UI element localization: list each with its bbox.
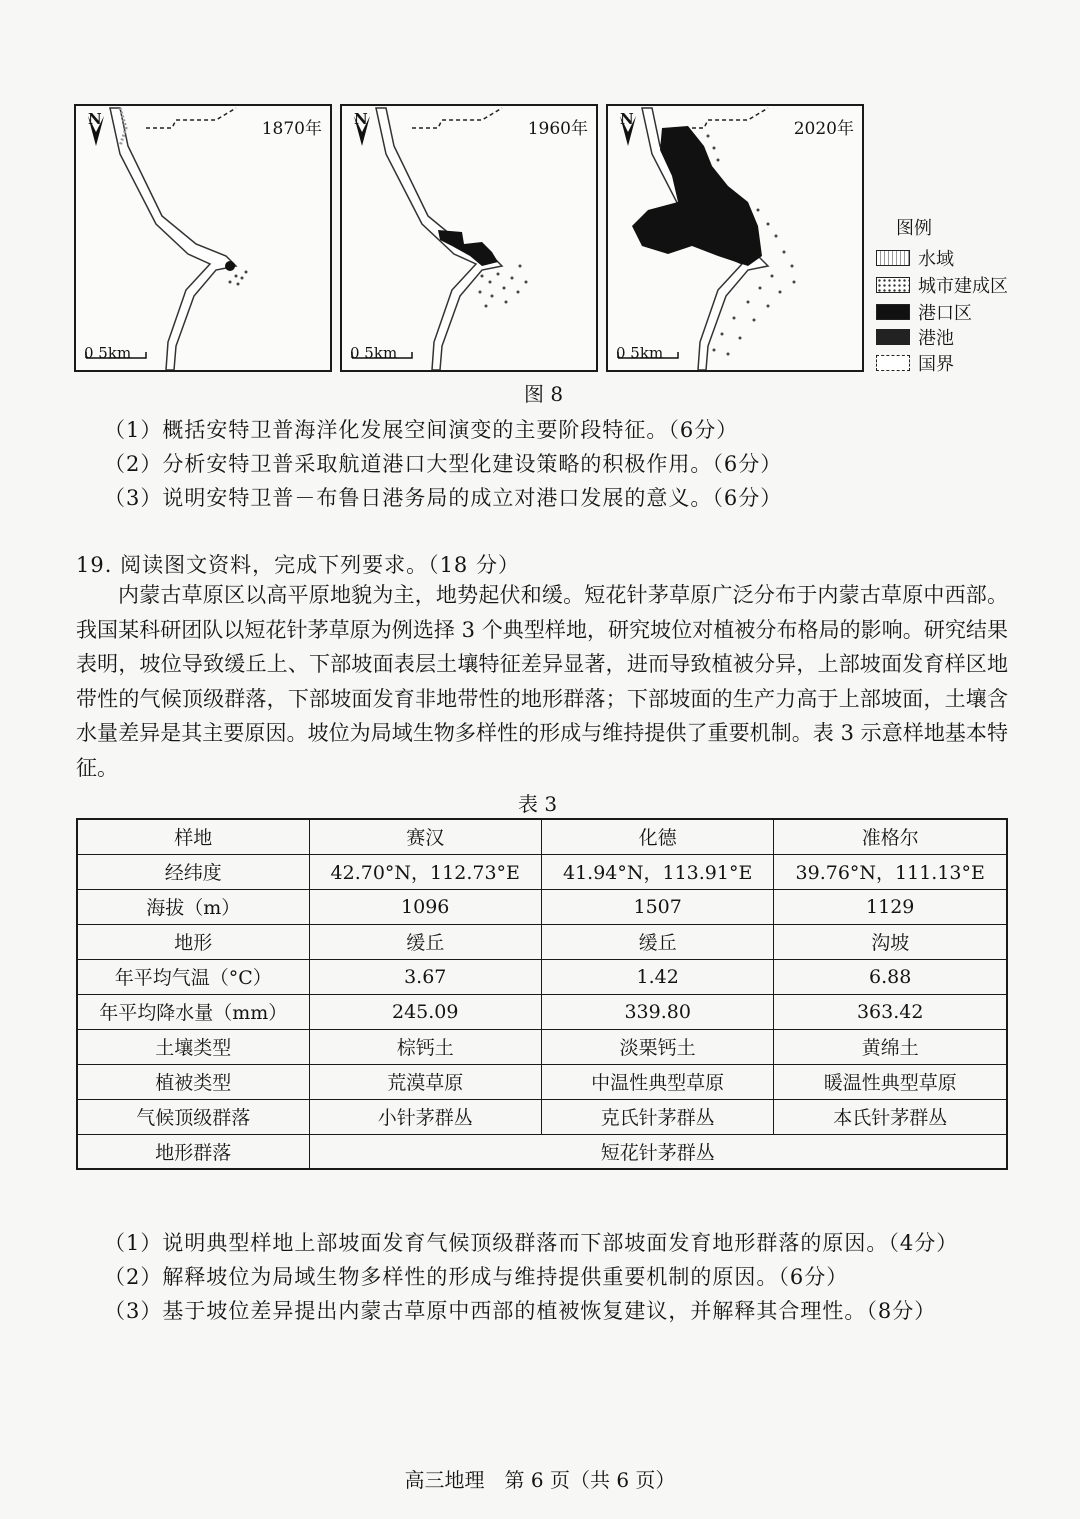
map-1870-drawing — [76, 106, 330, 370]
table-cell: 缓丘 — [541, 924, 773, 959]
table-cell: 经纬度 — [77, 854, 309, 889]
legend-label: 水域 — [918, 249, 954, 270]
table-cell: 39.76°N，111.13°E — [774, 854, 1007, 889]
table-row — [77, 1099, 1007, 1134]
map-1870 — [74, 104, 332, 372]
table-cell: 克氏针茅群丛 — [541, 1099, 773, 1134]
map-2020-drawing — [608, 106, 862, 370]
map-1960-drawing — [342, 106, 596, 370]
table-cell: 363.42 — [774, 994, 1007, 1029]
scale-label: 0 5km — [616, 344, 664, 362]
scale-label: 0 5km — [350, 344, 398, 362]
q19-paragraph: 内蒙古草原区以高平原地貌为主，地势起伏和缓。短花针茅草原广泛分布于内蒙古草原中西部。我国某科研团队以短花针茅草原为例选择 3 个典型样地，研究坡位对植被分布格局的影响。研究结果表明，坡位导致缓丘上、下部坡面表层土壤特征差异显著，进而导致植被分异，上部坡面发育样区地带性的气候顶级群落，下部坡面发育非地带性的地形群落；下部坡面的生产力高于上部坡面，土壤含水量差异是其主要原因。坡位为局域生物多样性的形成与维持提供了重要机制。表 3 示意样地基本特征。 — [76, 583, 1008, 780]
table-cell: 淡栗钙土 — [541, 1029, 773, 1064]
q19-title: 19. 阅读图文资料，完成下列要求。（18 分） — [76, 553, 520, 577]
scale-label: 0 5km — [84, 344, 132, 362]
q18-item-3: （3）说明安特卫普－布鲁日港务局的成立对港口发展的意义。（6分） — [104, 486, 783, 510]
table-cell: 本氏针茅群丛 — [774, 1099, 1007, 1134]
table-cell: 地形群落 — [77, 1134, 309, 1169]
table-cell: 暖温性典型草原 — [774, 1064, 1007, 1099]
legend-item-basin — [876, 326, 954, 348]
q19-item-1: （1）说明典型样地上部坡面发育气候顶级群落而下部坡面发育地形群落的原因。（4分） — [104, 1231, 959, 1255]
table-row — [77, 889, 1007, 924]
legend-title: 图例 — [896, 218, 932, 239]
table-cell: 年平均降水量（mm） — [77, 994, 309, 1029]
table-cell: 短花针茅群丛 — [309, 1134, 1007, 1169]
legend-item-water — [876, 247, 954, 269]
north-label: N — [354, 110, 368, 128]
basin-swatch-icon — [876, 329, 910, 345]
table-cell: 准格尔 — [774, 819, 1007, 854]
table-cell: 黄绵土 — [774, 1029, 1007, 1064]
table-cell: 荒漠草原 — [309, 1064, 541, 1099]
table-cell: 42.70°N，112.73°E — [309, 854, 541, 889]
table-cell: 棕钙土 — [309, 1029, 541, 1064]
water-swatch-icon — [876, 250, 910, 266]
table-row — [77, 1029, 1007, 1064]
map-year-label: 1960年 — [527, 119, 588, 139]
table-row — [77, 1064, 1007, 1099]
q19-item-3: （3）基于坡位差异提出内蒙古草原中西部的植被恢复建议，并解释其合理性。（8分） — [104, 1299, 937, 1323]
table-cell: 1.42 — [541, 959, 773, 994]
urban-swatch-icon — [876, 277, 910, 293]
north-label: N — [620, 110, 634, 128]
table-cell: 245.09 — [309, 994, 541, 1029]
figure-caption: 图 8 — [524, 382, 564, 406]
table-cell: 3.67 — [309, 959, 541, 994]
q19-item-2: （2）解释坡位为局域生物多样性的形成与维持提供重要机制的原因。（6分） — [104, 1265, 849, 1289]
table-header-row — [77, 819, 1007, 854]
table-caption: 表 3 — [518, 792, 558, 816]
map-year-label: 2020年 — [793, 119, 854, 139]
table-cell: 赛汉 — [309, 819, 541, 854]
table-cell: 气候顶级群落 — [77, 1099, 309, 1134]
table-row — [77, 1134, 1007, 1169]
table-cell: 41.94°N，113.91°E — [541, 854, 773, 889]
table-row — [77, 924, 1007, 959]
q18-item-1: （1）概括安特卫普海洋化发展空间演变的主要阶段特征。（6分） — [104, 418, 739, 442]
north-label: N — [88, 110, 102, 128]
legend-item-port — [876, 301, 972, 323]
table-cell: 缓丘 — [309, 924, 541, 959]
table-row — [77, 994, 1007, 1029]
page-footer: 高三地理 第 6 页（共 6 页） — [404, 1468, 676, 1492]
table-cell: 1096 — [309, 889, 541, 924]
legend-item-urban — [876, 274, 1008, 296]
legend-label: 国界 — [918, 354, 954, 375]
table-cell: 339.80 — [541, 994, 773, 1029]
table-row — [77, 959, 1007, 994]
table-cell: 中温性典型草原 — [541, 1064, 773, 1099]
table-cell: 地形 — [77, 924, 309, 959]
map-2020 — [606, 104, 864, 372]
legend-label: 港口区 — [918, 303, 972, 324]
table-cell: 化德 — [541, 819, 773, 854]
table-cell: 植被类型 — [77, 1064, 309, 1099]
table-cell: 6.88 — [774, 959, 1007, 994]
port-swatch-icon — [876, 304, 910, 320]
table-cell: 1129 — [774, 889, 1007, 924]
legend-item-border — [876, 352, 954, 374]
table-cell: 1507 — [541, 889, 773, 924]
table-row — [77, 854, 1007, 889]
table-cell: 样地 — [77, 819, 309, 854]
table-cell: 小针茅群丛 — [309, 1099, 541, 1134]
table-cell: 土壤类型 — [77, 1029, 309, 1064]
table-cell: 沟坡 — [774, 924, 1007, 959]
table-3 — [76, 818, 1008, 1170]
legend-label: 城市建成区 — [918, 276, 1008, 297]
map-1960 — [340, 104, 598, 372]
table-cell: 年平均气温（°C） — [77, 959, 309, 994]
map-year-label: 1870年 — [261, 119, 322, 139]
legend-label: 港池 — [918, 328, 954, 349]
table-cell: 海拔（m） — [77, 889, 309, 924]
border-swatch-icon — [876, 355, 910, 371]
q18-item-2: （2）分析安特卫普采取航道港口大型化建设策略的积极作用。（6分） — [104, 452, 783, 476]
